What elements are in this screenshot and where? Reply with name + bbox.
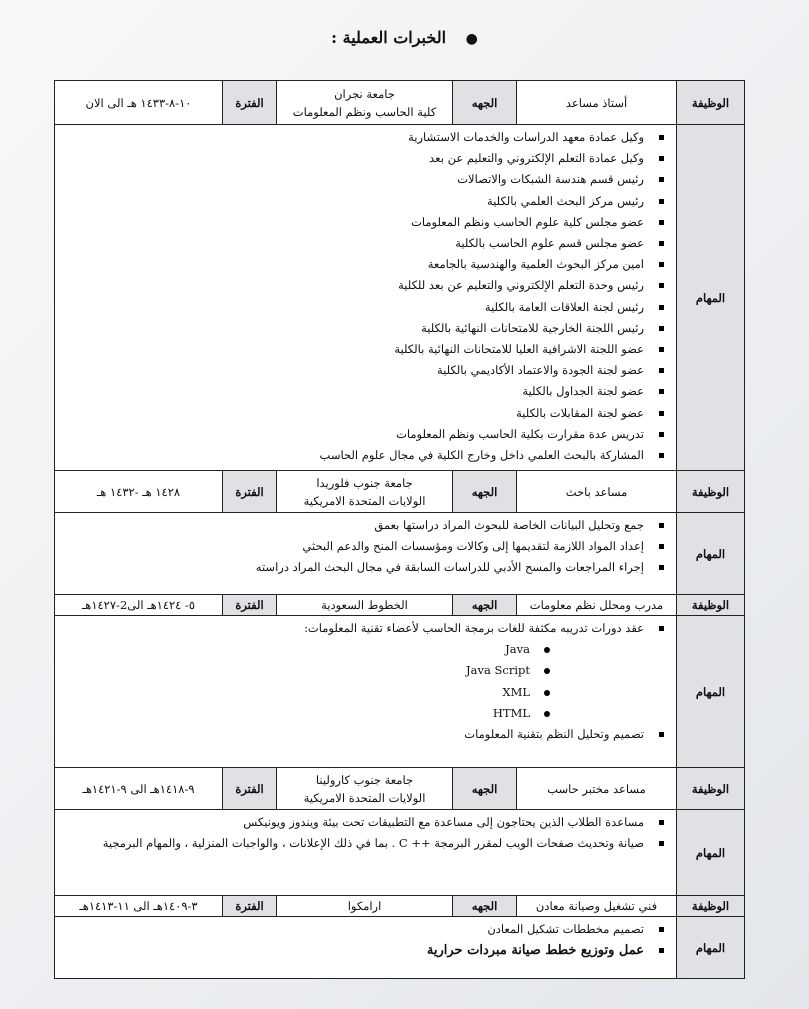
list-item: مساعدة الطلاب الذين يحتاجون إلى مساعدة مع التطبيقات تحت بيئة ويندوز ويونيكس	[59, 812, 670, 833]
list-item: رئيس قسم هندسة الشبكات والاتصالات	[59, 169, 670, 190]
section-title-text: الخبرات العملية :	[331, 28, 447, 47]
tasks-row	[55, 125, 745, 471]
list-item: رئيس وحدة التعلم الإلكتروني والتعليم عن بعد للكلية	[59, 275, 670, 296]
entity-label: الجهه	[453, 471, 517, 513]
tasks-label: المهام	[677, 616, 745, 768]
period-label: الفترة	[223, 471, 277, 513]
list-item: عضو لجنة الجودة والاعتماد الأكاديمي بالكلية	[59, 360, 670, 381]
tasks-row	[55, 513, 745, 595]
list-item: عضو مجلس كلية علوم الحاسب ونظم المعلومات	[59, 212, 670, 233]
job-row	[55, 896, 745, 917]
entity-label: الجهه	[453, 768, 517, 810]
list-item: عضو لجنة الجداول بالكلية	[59, 381, 670, 402]
list-item: تصميم وتحليل النظم بتقنية المعلومات	[59, 724, 670, 745]
job-row	[55, 768, 745, 810]
job-period: ١٠-٨-١٤٣٣ هـ الى الان	[55, 81, 223, 125]
entity-label: الجهه	[453, 81, 517, 125]
job-label: الوظيفة	[677, 471, 745, 513]
list-item: صيانة وتحديث صفحات الويب لمقرر البرمجة ++ C . بما في ذلك الإعلانات ، والواجبات المنزلية ، والمهام البرمجية	[59, 833, 670, 854]
job-label: الوظيفة	[677, 595, 745, 616]
job-position: مساعد مختبر حاسب	[517, 768, 677, 810]
list-item: عضو مجلس قسم علوم الحاسب بالكلية	[59, 233, 670, 254]
list-item: عضو اللجنة الاشرافية العليا للامتحانات النهائية بالكلية	[59, 339, 670, 360]
section-title	[0, 28, 809, 47]
job-entity: جامعة جنوب كارولينا الولايات المتحدة الامريكية	[277, 768, 453, 810]
entity-label: الجهه	[453, 896, 517, 917]
language-item: Java	[59, 639, 670, 660]
period-label: الفترة	[223, 81, 277, 125]
experience-table	[54, 80, 745, 979]
list-item: رئيس اللجنة الخارجية للامتحانات النهائية بالكلية	[59, 318, 670, 339]
tasks-cell	[55, 810, 677, 896]
list-item: رئيس مركز البحث العلمي بالكلية	[59, 191, 670, 212]
tasks-cell	[55, 917, 677, 979]
job-position: مدرب ومحلل نظم معلومات	[517, 595, 677, 616]
job-position: فني تشغيل وصيانة معادن	[517, 896, 677, 917]
list-item: وكيل عمادة التعلم الإلكتروني والتعليم عن بعد	[59, 148, 670, 169]
job-label: الوظيفة	[677, 81, 745, 125]
list-item: رئيس لجنة العلاقات العامة بالكلية	[59, 297, 670, 318]
list-item: وكيل عمادة معهد الدراسات والخدمات الاستشارية	[59, 127, 670, 148]
list-item: امين مركز البحوث العلمية والهندسية بالجامعة	[59, 254, 670, 275]
list-item: عمل وتوزيع خطط صيانة مبردات حرارية	[59, 940, 670, 961]
job-period: ٩-١٤١٨هـ الى ٩-١٤٢١هـ	[55, 768, 223, 810]
list-item: تصميم مخططات تشكيل المعادن	[59, 919, 670, 940]
entity-label: الجهه	[453, 595, 517, 616]
job-entity: الخطوط السعودية	[277, 595, 453, 616]
tasks-cell	[55, 125, 677, 471]
language-item: XML	[59, 682, 670, 703]
period-label: الفترة	[223, 595, 277, 616]
job-position: مساعد باحث	[517, 471, 677, 513]
tasks-cell	[55, 616, 677, 768]
job-label: الوظيفة	[677, 896, 745, 917]
job-entity: جامعة جنوب فلوريدا الولايات المتحدة الامريكية	[277, 471, 453, 513]
period-label: الفترة	[223, 768, 277, 810]
list-item: إعداد المواد اللازمة لتقديمها إلى وكالات ومؤسسات المنح والدعم البحثي	[59, 536, 670, 557]
job-entity: جامعة نجران كلية الحاسب ونظم المعلومات	[277, 81, 453, 125]
list-item: جمع وتحليل البيانات الخاصة للبحوث المراد دراستها بعمق	[59, 515, 670, 536]
language-item: Java Script	[59, 660, 670, 681]
period-label: الفترة	[223, 896, 277, 917]
tasks-label: المهام	[677, 513, 745, 595]
list-item: المشاركة بالبحث العلمي داخل وخارج الكلية في مجال علوم الحاسب	[59, 445, 670, 466]
job-entity: ارامكوا	[277, 896, 453, 917]
list-item: عقد دورات تدريبه مكثفة للغات برمجة الحاسب لأعضاء تقنية المعلومات:	[59, 618, 670, 639]
job-row	[55, 471, 745, 513]
job-period: ٣-١٤٠٩هـ الى ١١-١٤١٣هـ	[55, 896, 223, 917]
tasks-label: المهام	[677, 810, 745, 896]
list-item: تدريس عدة مقرارت بكلية الحاسب ونظم المعلومات	[59, 424, 670, 445]
tasks-row	[55, 810, 745, 896]
job-period: ١٤٢٨ هـ -١٤٣٢ هـ	[55, 471, 223, 513]
bullet-icon: ●	[465, 31, 478, 47]
job-position: أستاذ مساعد	[517, 81, 677, 125]
language-item: HTML	[59, 703, 670, 724]
tasks-row	[55, 917, 745, 979]
tasks-cell	[55, 513, 677, 595]
job-label: الوظيفة	[677, 768, 745, 810]
list-item: عضو لجنة المقابلات بالكلية	[59, 403, 670, 424]
job-period: ٥- ١٤٢٤هـ الى2-١٤٢٧هـ	[55, 595, 223, 616]
tasks-row	[55, 616, 745, 768]
list-item: إجراء المراجعات والمسح الأدبي للدراسات السابقة في مجال البحث المراد دراسته	[59, 557, 670, 578]
tasks-label: المهام	[677, 125, 745, 471]
job-row	[55, 595, 745, 616]
job-row	[55, 81, 745, 125]
tasks-label: المهام	[677, 917, 745, 979]
